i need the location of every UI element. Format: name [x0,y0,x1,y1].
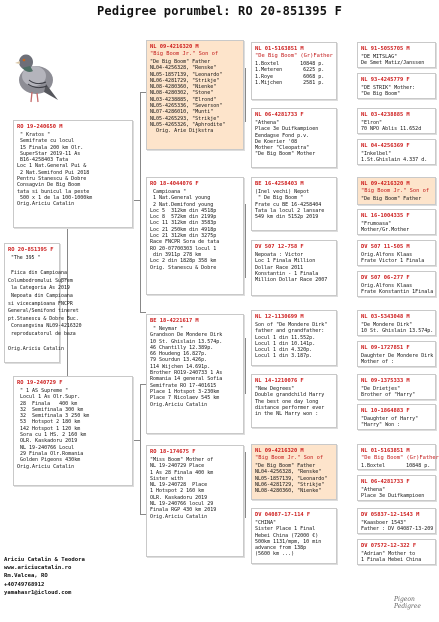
g4-card[interactable] [251,444,337,500]
ring-number: DV 07572-12-322 F [361,543,417,549]
pigeon-details: "DE STRIK" Mother: "De Big Boom" [361,85,416,98]
pigeon-details: Campioana " 1 Nat.General young 2 Nat.Demifond young Loc 5 312km din 4518p Loc 8 572km din 2199p Loc 11 312km din 3583p Loc 21 250km din 4918p Loc 21 312km din 3275p Race FNCPR Sora de tata RO 20-07700303 locul 1 din 3911p 278 km Loc 2 din 1828p 358 km Orig. Stanescu & Dobre [150,189,220,271]
connector [140,92,141,312]
g5-card[interactable] [357,271,436,297]
ring-number: RO 19-240650 M [17,124,63,130]
pigeon-details: "DE MITSLAG" De Smet Matiz/Janssen [361,54,425,67]
subject-pigeon-card[interactable] [4,243,82,363]
g4-card[interactable] [251,108,337,168]
connector [132,440,140,441]
ring-number: NL 03-4238885 M [361,112,410,118]
g5-card[interactable] [357,42,436,68]
website-link[interactable]: www.ariciucatalin.ro [4,565,72,572]
page-title: Pedigree porumbel: RO 20-851395 F [96,4,342,18]
pigeon-details: 1.Boxtel 10848 p. [361,463,431,469]
pigeon-details: "De Mondere Dirk" 10 St. Ghislain 13.574p. [361,322,434,335]
g4-card[interactable] [251,42,337,100]
pigeon-details: Son of "De Mondere Dirk" father and grandfather: Locul 1 din 11.552p. Locul 1 din 10.141p. Locul 1 din 4.320p. Locul 1 din 3.187p. [255,322,328,360]
pigeon-details: (Inel vechi) Nepot " De Big Boom " Frate cu BE 16-4258404 Tata la locul 2 lansare 549 km din 5152p 2019 [255,189,325,221]
connector [140,384,141,514]
pigeon-name: "De Big Boom" (Gr)Father [255,53,333,59]
ring-number: NL 01-5163851 M [361,448,410,454]
g5-card[interactable] [357,341,436,367]
ring-number: NL 93-4245779 F [361,77,410,83]
connector [245,204,246,278]
ring-number: NL 10-1864883 F [361,408,410,414]
ring-number: NL 12-1130699 M [255,314,304,320]
pigeon-details: " Neymar " Grandson De Mondere Dirk 10 St. Ghislain 13.574p. 46 Chantilly 12.389p. 66 Houdeng 16.827p. 79 Sourdun 13.426p. 114 Wijchen 14.691p. Brother RO19-240733 1 As Romania 14 general Sofia Semifrate RO 17-401615 Place 1 Hotspot 3-230km Place 7 Nicolaev 545 km Orig.Ariciu Catalin [150,326,223,408]
g5-card[interactable] [357,209,436,235]
ring-number: RO 18-4044076 F [150,181,199,187]
connector [245,338,246,394]
g5-card[interactable] [357,310,436,336]
g5-card[interactable] [357,508,436,534]
pigeon-details: "Frumoasa" Mother/Gr.Mother [361,221,410,234]
ring-number: RO 19-240729 F [17,380,63,386]
ring-number: NL 03-5343048 M [361,314,410,320]
g5-card[interactable] [357,444,439,470]
ring-number: RO 20-851395 F [8,247,54,253]
g5-card[interactable] [357,73,436,99]
phone-number[interactable]: +40749768912 [4,581,45,588]
pigeon-details: "De Big Boom" Father [361,196,422,202]
ring-number: NL 09-1375333 M [361,378,410,384]
pigeon-details: 1.Boxtel 10848 p. 1.Meteren 6225 p. 1.Roye 6068 p. 1.Mijchen 2581 p. [255,61,325,86]
g4-card[interactable] [251,177,337,231]
ring-number: NL 04-4256369 F [361,143,410,149]
g4-card[interactable] [251,374,337,428]
pigeon-details: "De Big Boom" Father NL04-4256328, "Renske" NL05-1857139, "Leonardo" NL06-4281729, "Strikje" NL08-4280360, "Nienke" NL08-4280302, "Stone" NL03-4238885, "Elrond" NL05-4265336, "Severson" NL07-4286010, "Munti" NL05-4265293, "Strikje" NL05-4265326, "Aphrodite" Orig. Arie Dijkstra [150,59,226,135]
ring-number: NL 06-4281733 F [255,112,304,118]
sire-card[interactable] [13,120,133,228]
connector [245,452,246,518]
g5-card[interactable] [357,404,436,430]
ring-number: NL 06-4281733 F [361,479,410,485]
pigeon-details: " 1 AS Supreme " Locul 1 As Olr.Supr. 28 Finala 400 km 32 Semifinala 300 km 32 Semifinala 3 250 km 53 Hotspot 2 180 km 142 Hotspot 1 120 km Sora cu 1 HS. 2 160 km OLR. Kaskadoru 2019 NL 19-240766 Locul 29 Finala Olr.Romania Golden Pigeons 430km Orig.Ariciu Catalin [17,388,90,470]
ring-number: BE 16-4258403 M [255,181,304,187]
g5-card[interactable] [357,240,436,266]
pigeon-details: " Kratos " Semifrate cu locul 15 Finala 200 km Olr. SuperStar 2019-11 As B16-4258403 Tata Loc 1 Nat.General Pui & 2 Nat.Semifond Pui 2018 Pentru Stanescu & Dobre Consagvin De Big Boom tata si bunicul la peste 500 x 1 de la 100-1000km Orig.Ariciu Catalin [17,132,93,208]
ring-number: NL 01-5163851 M [255,46,304,52]
pigeon-details: "Elron" 70 NPO Ablis 11.652d [361,120,422,133]
ring-number: NL 09-4216320 M [150,44,199,50]
connector [245,68,246,122]
g5-card[interactable] [357,177,436,205]
pigeon-details: "Kaasboer 1543" Father : DV 04087-13-209 [361,520,434,533]
pigeon-details: "CHINA" Sister Place 1 Final Hebei China (72000 €) 500km 1131/mpm, 10 min advance from 138p (5600 km ...) [255,520,322,558]
breeder-name: Ariciu Catalin & Teodora [4,557,85,563]
pigeon-details: "Athena" Place 3e Duifkampioen [361,487,425,500]
pigeon-details: Daughter De Mondere Dirk Mother of : [361,353,434,366]
g4-card[interactable] [251,240,337,296]
location: Rm.Valcea, RO [4,573,48,580]
pigeon-details: Orig.Alfons Klaas Frate Konstantin 1Finala [361,283,434,296]
g5-card[interactable] [357,539,436,565]
ring-number: DV 05837-12-1543 M [361,512,420,518]
pigeon-details: "The 395 " Fiica din Campioana Columbodromului Suprem la Categoria As 2019 Nepoata din Campioana si vicecampioana FNCPR General/Semifond tineret pt.Stanescu & Dobre Buc. Consangvina NL09-4216320 reproducatorul de baza Orig.Ariciu Catalin [8,255,82,353]
pigeon-details: Nepoata : Victor Loc 1 Finala Million Dollar Race 2011 Konstantin - 1 Finala Million Dollar Race 2007 [255,252,328,284]
ring-number: NL 91-5055705 M [361,46,410,52]
signature-logo: Pigeon Pedigree [394,596,421,610]
pigeon-details: "De Big Boom" Father NL04-4256328, "Renske" NL05-1857139, "Leonardo" NL06-4281729, "Strikje" NL08-4280360, "Nienke" [255,463,328,495]
pigeon-details: "Adrian" Mother to 1 Finala Hebei China [361,551,422,564]
sire-sire-card[interactable] [146,40,244,150]
ring-number: NL 16-1004335 F [361,213,410,219]
g5-card[interactable] [357,475,436,501]
ring-number: DV 507 11-505 M [361,244,410,250]
pigeon-name: "Big Boom Jr." Son of [361,188,430,194]
dam-sire-card[interactable] [146,314,244,434]
ring-number: DV 04087-17-114 F [255,512,311,518]
g4-card[interactable] [251,508,337,564]
g5-card[interactable] [357,139,436,165]
g4-card[interactable] [251,310,337,366]
connector [132,200,140,201]
g5-card[interactable] [357,108,436,134]
ring-number: DV 507 06-277 F [361,275,410,281]
pigeon-details: Orig.Alfons Klaas Frate Victor 1 Finala [361,252,425,265]
pigeon-details: "Inkelbel" 1.St.Ghislain 4.337 d. [361,151,428,164]
pigeon-details: "Daughter of Harry" "Harry" Won : [361,416,419,429]
ring-number: NL 09-1727851 F [361,345,410,351]
pigeon-details: "Athena" Place 3e Duifkampioen Eendagse Fond p.v. De Koerier '08 Mother "Cleopatra" "De Big Boom" Mother [255,120,319,158]
ring-number: NL 14-1210076 F [255,378,304,384]
pigeon-photo [6,40,60,106]
ring-number: BE 18-4221617 M [150,318,199,324]
pigeon-details: "Miss Boom" Mother of NL 19-240729 Place 1 As 28 Finala 400 km Sister with NL 19-240728 Place 1 Hotspot 2 160 km OLR. Kaskadoru 2019 NL 19-240766 locul 29 Finala RGP 430 km 2019 Orig.Ariciu Catalin [150,457,217,520]
sire-dam-card[interactable] [146,177,244,295]
pigeon-name: "Big Boom Jr." Son of [255,455,324,461]
pigeon-name: "De Big Boom" (Gr)Father [361,455,439,461]
pigeon-name: "Big Boom Jr." Son of [150,51,219,57]
breeder-contact [4,556,85,597]
ring-number: RO 18-174675 F [150,449,196,455]
ring-number: NL 09-4216320 M [361,181,410,187]
email-link[interactable]: yamahasr1@icloud.com [4,589,72,596]
g5-card[interactable] [357,374,436,400]
ring-number: NL 09-4216320 M [255,448,304,454]
dam-dam-card[interactable] [146,445,244,557]
pigeon-details: "New Degrees" Double grandchild Harry The best one day long distance performer ever in the NL Harry won : [255,386,325,418]
ring-number: DV 507 12-758 F [255,244,304,250]
pigeon-details: "De Drietjes" Brother of "Harry" [361,386,416,399]
connector [140,312,146,313]
dam-card[interactable] [13,376,133,486]
sire-card[interactable] [4,120,10,122]
